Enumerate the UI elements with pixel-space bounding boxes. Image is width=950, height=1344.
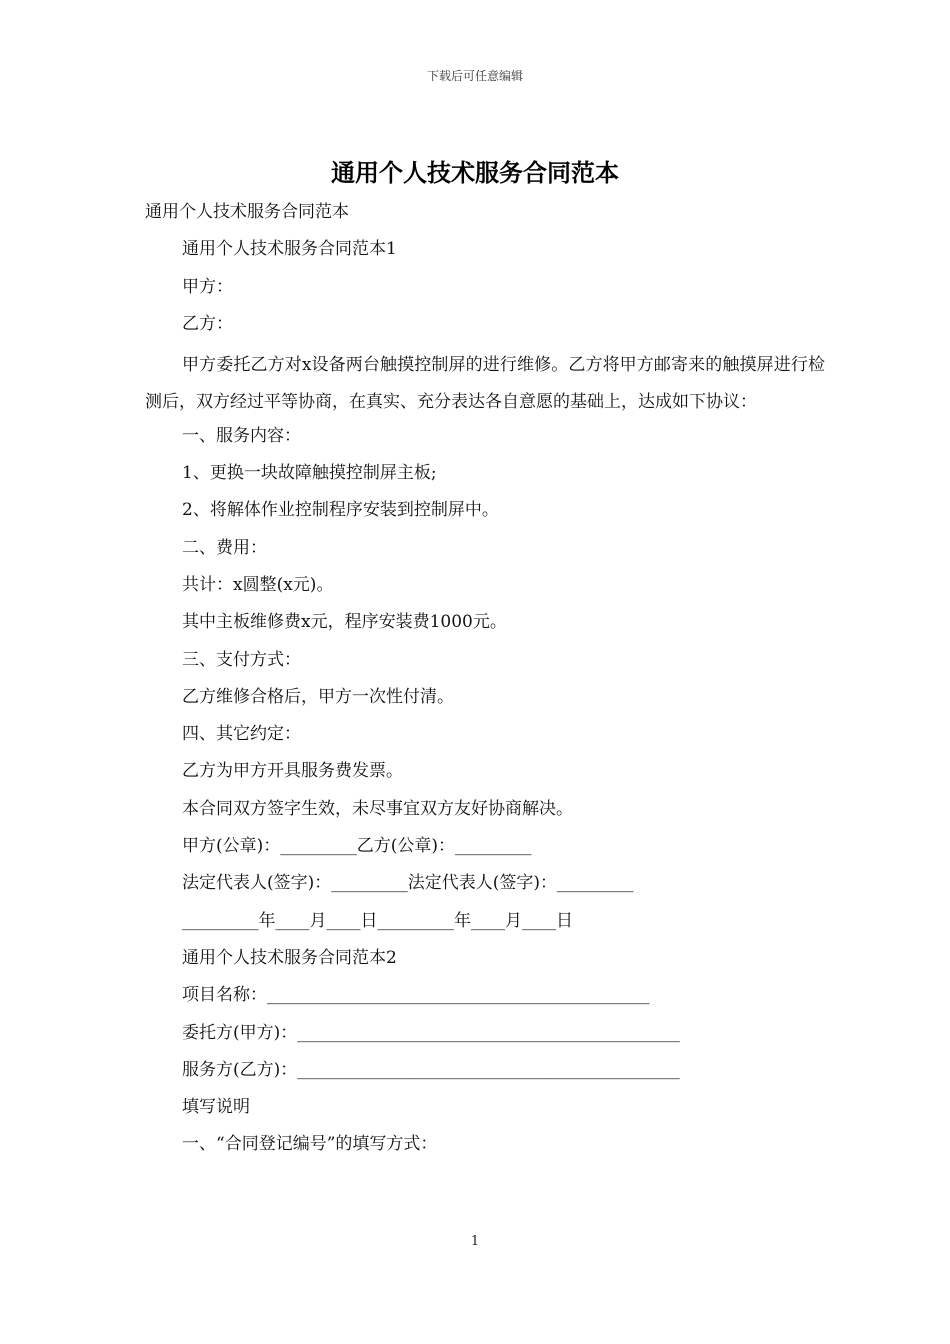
intro-line: 通用个人技术服务合同范本: [145, 202, 349, 222]
document-title: 通用个人技术服务合同范本: [331, 158, 619, 187]
date-line: _________年____月____日_________年____月____日: [182, 910, 573, 931]
other-terms-heading: 四、其它约定：: [182, 724, 301, 745]
service-item-2: 2、将解体作业控制程序安装到控制屏中。: [182, 500, 499, 521]
agreement-paragraph: 甲方委托乙方对x设备两台触摸控制屏的进行维修。乙方将甲方邮寄来的触摸屏进行检测后，双方经过平等协商，在真实、充分表达各自意愿的基础上，达成如下协议：: [145, 355, 825, 413]
payment-heading: 三、支付方式：: [182, 649, 301, 670]
party-a-line: 甲方：: [182, 276, 233, 297]
page-number: 1: [470, 1234, 480, 1249]
service-item-1: 1、更换一块故障触摸控制屏主板;: [182, 463, 437, 484]
payment-text: 乙方维修合格后，甲方一次性付清。: [182, 686, 454, 707]
fill-notes-heading: 填写说明: [182, 1097, 250, 1118]
service-content-heading: 一、服务内容：: [182, 425, 301, 446]
document-body: [145, 198, 825, 1168]
fee-detail: 其中主板维修费x元，程序安装费1000元。: [182, 612, 507, 633]
party-b-line: 乙方：: [182, 313, 233, 334]
fee-heading: 二、费用：: [182, 537, 267, 558]
section2-title: 通用个人技术服务合同范本2: [182, 947, 397, 968]
other-terms-text: 乙方为甲方开具服务费发票。: [182, 761, 403, 782]
note-1: 一、“合同登记编号”的填写方式：: [182, 1134, 438, 1155]
provider-field: 服务方(乙方)：_____________________________________________: [182, 1059, 680, 1080]
client-field: 委托方(甲方)：_____________________________________________: [182, 1022, 680, 1043]
project-name-field: 项目名称：_____________________________________________: [182, 985, 650, 1006]
representative-signature-line: 法定代表人(签字)：_________法定代表人(签字)：_________: [182, 873, 634, 894]
seal-signature-line: 甲方(公章)：_________乙方(公章)：_________: [182, 836, 532, 857]
page-header: 下载后可任意编辑: [426, 69, 523, 83]
section1-title: 通用个人技术服务合同范本1: [182, 239, 397, 260]
fee-total: 共计：x圆整(x元)。: [182, 574, 334, 595]
effect-clause: 本合同双方签字生效，未尽事宜双方友好协商解决。: [182, 798, 573, 819]
